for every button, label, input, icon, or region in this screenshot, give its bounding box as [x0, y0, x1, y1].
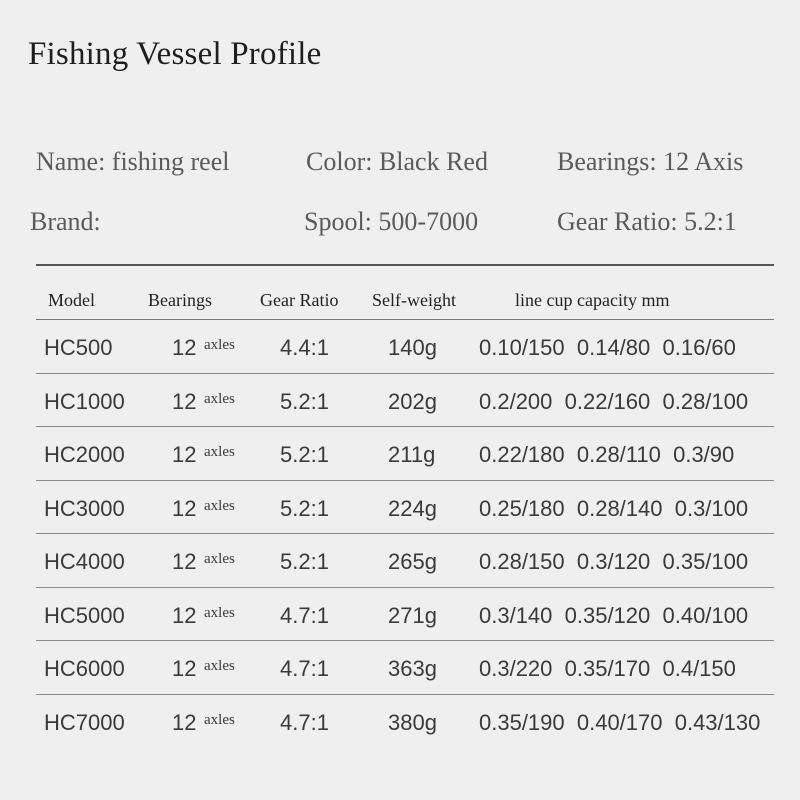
- cell-line-capacity: 0.22/180 0.28/110 0.3/90: [479, 442, 735, 467]
- cell-bearings: 12: [172, 602, 197, 628]
- header-line-capacity: line cup capacity mm: [515, 290, 670, 310]
- cell-bearings: 12: [172, 549, 197, 574]
- cell-self-weight: 363g: [388, 656, 437, 681]
- header-gear-ratio: Gear Ratio: [260, 290, 339, 310]
- cell-self-weight: 224g: [388, 495, 437, 521]
- cell-bearings: 12: [172, 709, 197, 735]
- table-row: [36, 534, 774, 588]
- cell-model: HC7000: [44, 709, 125, 735]
- cell-gear-ratio: 5.2:1: [280, 549, 329, 574]
- cell-gear-ratio: 4.7:1: [280, 656, 329, 681]
- cell-model: HC2000: [44, 442, 125, 467]
- table-row: [36, 588, 774, 642]
- cell-self-weight: 380g: [388, 709, 437, 735]
- cell-gear-ratio: 4.7:1: [280, 602, 329, 628]
- cell-bearings: 12: [172, 335, 197, 360]
- header-model: Model: [48, 290, 95, 310]
- cell-line-capacity: 0.28/150 0.3/120 0.35/100: [479, 549, 749, 574]
- table-row: [36, 374, 774, 428]
- cell-bearings-unit: axles: [204, 497, 235, 514]
- cell-self-weight: 140g: [388, 335, 437, 360]
- cell-gear-ratio: 5.2:1: [280, 388, 329, 414]
- table-top-rule: [36, 264, 774, 266]
- cell-line-capacity: 0.25/180 0.28/140 0.3/100: [479, 495, 749, 521]
- header-self-weight: Self-weight: [372, 290, 456, 310]
- cell-bearings-unit: axles: [204, 551, 235, 567]
- cell-bearings-unit: axles: [204, 444, 235, 460]
- cell-self-weight: 202g: [388, 388, 437, 414]
- cell-bearings: 12: [172, 495, 197, 521]
- table-row: [36, 320, 774, 374]
- spec-spool: Spool: 500-7000: [304, 207, 479, 236]
- spec-bearings: Bearings: 12 Axis: [557, 147, 744, 176]
- cell-bearings: 12: [172, 442, 197, 467]
- cell-model: HC500: [44, 335, 113, 360]
- spec-color: Color: Black Red: [306, 147, 488, 176]
- cell-self-weight: 271g: [388, 602, 437, 628]
- cell-gear-ratio: 4.7:1: [280, 709, 329, 735]
- spec-name: Name: fishing reel: [36, 147, 230, 176]
- cell-bearings-unit: axles: [204, 604, 235, 621]
- cell-bearings-unit: axles: [204, 390, 235, 407]
- cell-bearings-unit: axles: [204, 658, 235, 674]
- cell-model: HC1000: [44, 388, 125, 414]
- cell-gear-ratio: 5.2:1: [280, 442, 329, 467]
- cell-gear-ratio: 4.4:1: [280, 335, 329, 360]
- cell-line-capacity: 0.10/150 0.14/80 0.16/60: [479, 335, 736, 360]
- table-row: [36, 427, 774, 481]
- cell-bearings-unit: axles: [204, 711, 235, 728]
- cell-model: HC6000: [44, 656, 125, 681]
- spec-brand: Brand:: [30, 207, 101, 236]
- page-title: Fishing Vessel Profile: [28, 36, 322, 72]
- table-row: [36, 695, 774, 749]
- cell-bearings: 12: [172, 388, 197, 414]
- cell-model: HC4000: [44, 549, 125, 574]
- spec-gear-ratio: Gear Ratio: 5.2:1: [557, 207, 737, 236]
- cell-line-capacity: 0.2/200 0.22/160 0.28/100: [479, 388, 749, 414]
- cell-gear-ratio: 5.2:1: [280, 495, 329, 521]
- cell-line-capacity: 0.3/220 0.35/170 0.4/150: [479, 656, 736, 681]
- cell-bearings: 12: [172, 656, 197, 681]
- cell-bearings-unit: axles: [204, 337, 235, 353]
- table-row: [36, 481, 774, 535]
- cell-model: HC5000: [44, 602, 125, 628]
- table-row: [36, 641, 774, 695]
- cell-self-weight: 211g: [388, 442, 436, 467]
- cell-line-capacity: 0.3/140 0.35/120 0.40/100: [479, 602, 749, 628]
- cell-self-weight: 265g: [388, 549, 437, 574]
- header-bearings: Bearings: [148, 290, 212, 310]
- cell-line-capacity: 0.35/190 0.40/170 0.43/130: [479, 709, 761, 735]
- cell-model: HC3000: [44, 495, 125, 521]
